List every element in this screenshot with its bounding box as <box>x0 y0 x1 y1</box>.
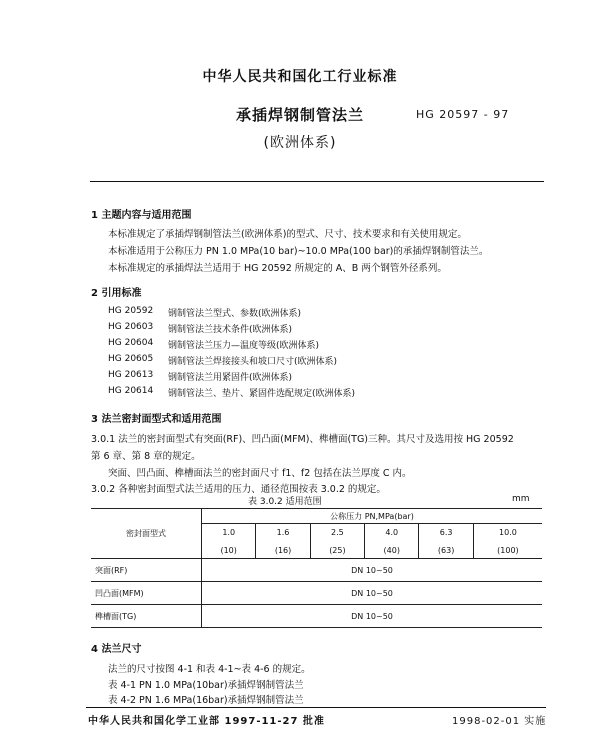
table-caption: 表 3.0.2 适用范围 <box>248 497 322 507</box>
ref-name: 钢制管法兰用紧固件(欧洲体系) <box>168 373 293 383</box>
dn-range-cell: DN 10~50 <box>202 582 543 605</box>
footer-divider <box>86 707 546 708</box>
table-unit: mm <box>512 494 530 504</box>
section-3-heading: 3 法兰密封面型式和适用范围 <box>91 414 222 425</box>
approval-note: 中华人民共和国化学工业部 1997-11-27 批准 <box>88 716 325 727</box>
section-2-heading: 2 引用标准 <box>91 288 142 299</box>
section-4-line: 表 4-1 PN 1.0 MPa(10bar)承插焊钢制管法兰 <box>108 680 304 691</box>
clause-3-0-1: 3.0.1 法兰的密封面型式有突面(RF)、凹凸面(MFM)、榫槽面(TG)三种。其尺寸及选用按 HG 20592 <box>91 434 514 445</box>
section-4-line: 法兰的尺寸按图 4-1 和表 4-1~表 4-6 的规定。 <box>108 664 311 675</box>
clause-3-0-1-note: 突面、凹凸面、榫槽面法兰的密封面尺寸 f1、f2 包括在法兰厚度 C 内。 <box>108 468 412 479</box>
section-4-line: 表 4-2 PN 1.6 MPa(16bar)承插焊钢制管法兰 <box>108 695 304 706</box>
ref-code: HG 20604 <box>108 338 154 348</box>
header-divider <box>90 181 544 182</box>
pressure-cell: 10.0 (100) <box>473 524 542 559</box>
effective-date: 1998-02-01 实施 <box>452 716 547 727</box>
dn-range-cell: DN 10~50 <box>202 605 543 628</box>
pressure-cell: 2.5 (25) <box>310 524 364 559</box>
table-pn-header: 公称压力 PN,MPa(bar) <box>202 509 543 524</box>
ref-name: 钢制管法兰技术条件(欧洲体系) <box>168 325 293 335</box>
pressure-cell: 6.3 (63) <box>419 524 473 559</box>
ref-name: 钢制管法兰压力—温度等级(欧洲体系) <box>168 341 320 351</box>
ref-name: 钢制管法兰型式、参数(欧洲体系) <box>168 309 302 319</box>
section-4-heading: 4 法兰尺寸 <box>91 644 142 655</box>
pressure-cell: 1.0 (10) <box>202 524 256 559</box>
section-1-heading: 1 主题内容与适用范围 <box>91 210 192 221</box>
pressure-cell: 4.0 (40) <box>365 524 419 559</box>
document-title: 承插焊钢制管法兰 <box>235 106 364 124</box>
clause-3-0-2: 3.0.2 各种密封面型式法兰适用的压力、通径范围按表 3.0.2 的规定。 <box>91 484 386 495</box>
seal-type-cell: 榫槽面(TG) <box>91 605 202 628</box>
clause-3-0-1-cont: 第 6 章、第 8 章的规定。 <box>91 451 201 462</box>
table-row <box>91 605 542 628</box>
ref-code: HG 20592 <box>108 306 154 316</box>
application-range-table <box>91 508 542 628</box>
section-1-line: 本标准规定了承插焊钢制管法兰(欧洲体系)的型式、尺寸、技术要求和有关使用规定。 <box>108 229 467 240</box>
dn-range-cell: DN 10~50 <box>202 559 543 582</box>
standard-organization: 中华人民共和国化工行业标准 <box>202 69 398 85</box>
seal-type-cell: 凹凸面(MFM) <box>91 582 202 605</box>
ref-name: 钢制管法兰、垫片、紧固件选配规定(欧洲体系) <box>168 389 356 399</box>
ref-code: HG 20603 <box>108 322 154 332</box>
ref-name: 钢制管法兰焊接接头和坡口尺寸(欧洲体系) <box>168 357 338 367</box>
table-col-header: 密封面型式 <box>91 509 202 559</box>
seal-type-cell: 突面(RF) <box>91 559 202 582</box>
document-subtitle: (欧洲体系) <box>263 135 337 151</box>
standard-code: HG 20597 - 97 <box>416 108 510 121</box>
ref-code: HG 20614 <box>108 386 154 396</box>
table-row <box>91 559 542 582</box>
section-1-line: 本标准适用于公称压力 PN 1.0 MPa(10 bar)~10.0 MPa(100 bar)的承插焊钢制管法兰。 <box>108 246 489 257</box>
pressure-cell: 1.6 (16) <box>256 524 310 559</box>
ref-code: HG 20613 <box>108 370 154 380</box>
table-row <box>91 582 542 605</box>
ref-code: HG 20605 <box>108 354 154 364</box>
section-1-line: 本标准规定的承插焊法兰适用于 HG 20592 所规定的 A、B 两个钢管外径系列。 <box>108 263 447 274</box>
